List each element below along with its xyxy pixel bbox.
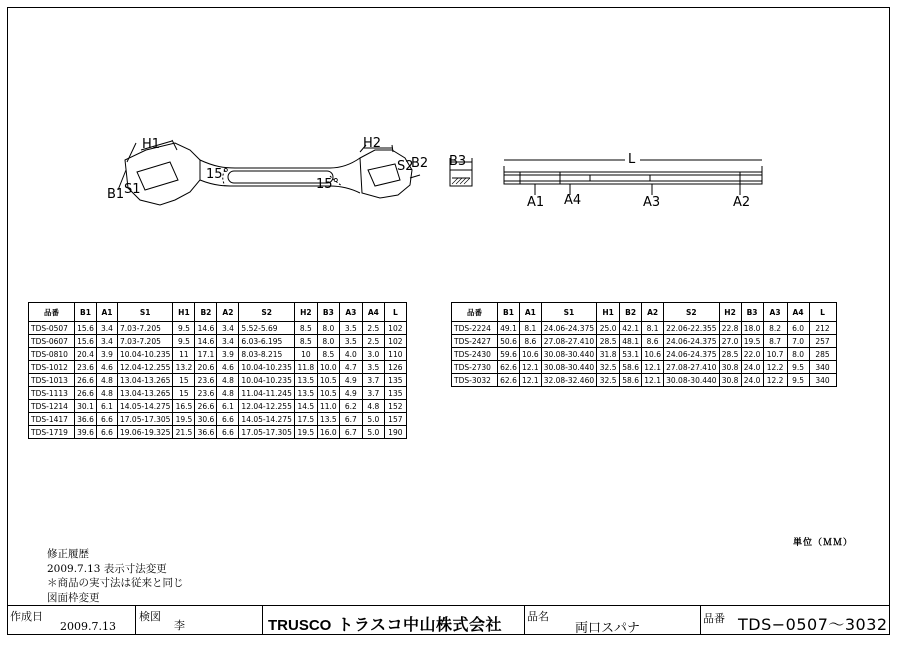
table-cell: 24.06-24.375 [541,322,596,335]
table-cell: TDS-2430 [452,348,498,361]
table-header-row [452,303,837,322]
table-cell: 8.03-8.215 [239,348,294,361]
table-cell: 285 [809,348,836,361]
spec-table-large [451,302,837,387]
table-cell: 24.06-24.375 [664,348,719,361]
column-header: B2 [195,303,217,322]
table-cell: 8.0 [787,348,809,361]
table-cell: 12.04-12.255 [118,361,173,374]
revision-line: 2009.7.13 表示寸法変更 [47,562,167,575]
label-h1: H1 [142,137,161,152]
table-cell: 10 [294,348,317,361]
table-cell: 8.0 [317,335,339,348]
column-header: H1 [597,303,620,322]
table-cell: 15 [173,374,195,387]
table-cell: 11.0 [317,400,339,413]
table-cell: 8.7 [763,335,787,348]
table-cell: 212 [809,322,836,335]
checked-label: 検図 [139,610,161,623]
table-cell: 8.5 [294,335,317,348]
checked-value: 李 [174,619,185,632]
label-s2: S2 [397,159,414,174]
table-cell: 25.0 [597,322,620,335]
column-header: A2 [642,303,664,322]
table-cell: 7.0 [787,335,809,348]
table-cell: 4.6 [97,361,118,374]
column-header: S1 [541,303,596,322]
column-header: A3 [339,303,362,322]
table-cell: 6.7 [339,413,362,426]
table-cell: 14.05-14.275 [239,413,294,426]
table-cell: 126 [384,361,406,374]
table-cell: 102 [384,322,406,335]
table-cell: 22.06-22.355 [664,322,719,335]
table-cell: 8.6 [642,335,664,348]
table-cell: 10.6 [520,348,542,361]
column-header: A4 [362,303,384,322]
table-cell: 30.6 [195,413,217,426]
label-angle2: 15° [316,177,340,192]
table-cell: 27.0 [719,335,741,348]
table-cell: 8.2 [763,322,787,335]
column-header: A3 [763,303,787,322]
label-angle1: 15° [206,167,230,182]
table-cell: 4.9 [339,387,362,400]
column-header: H1 [173,303,195,322]
table-cell: 10.04-10.235 [118,348,173,361]
table-cell: 19.5 [173,413,195,426]
table-cell: 190 [384,426,406,439]
wrench-drawing [0,0,900,300]
column-header: B3 [741,303,763,322]
table-cell: 9.5 [173,335,195,348]
table-cell: 17.1 [195,348,217,361]
table-cell: 28.5 [597,335,620,348]
table-cell: 7.03-7.205 [118,335,173,348]
table-cell: 135 [384,374,406,387]
label-b1: B1 [107,187,125,202]
table-cell: 30.08-30.440 [541,348,596,361]
label-h2: H2 [363,136,382,151]
table-cell: 22.0 [741,348,763,361]
table-cell: 21.5 [173,426,195,439]
table-cell: 26.6 [195,400,217,413]
table-cell: 62.6 [498,374,520,387]
table-cell: 19.5 [741,335,763,348]
table-row [29,387,407,400]
label-s1: S1 [124,182,141,197]
table-cell: 6.6 [217,426,239,439]
table-cell: 2.5 [362,335,384,348]
table-cell: 30.1 [75,400,97,413]
table-cell: 58.6 [620,361,642,374]
table-cell: 49.1 [498,322,520,335]
table-row [29,374,407,387]
table-cell: 16.0 [317,426,339,439]
table-cell: 30.8 [719,361,741,374]
table-cell: 4.8 [217,387,239,400]
spec-table-small [28,302,407,439]
table-cell: 24.06-24.375 [664,335,719,348]
table-cell: 6.7 [339,426,362,439]
table-cell: 11.04-11.245 [239,387,294,400]
table-row [452,322,837,335]
table-cell: 3.5 [339,335,362,348]
table-cell: 14.5 [294,400,317,413]
table-cell: 3.4 [97,335,118,348]
table-cell: 13.5 [294,374,317,387]
table-cell: 26.6 [75,387,97,400]
table-cell: 17.05-17.305 [118,413,173,426]
table-cell: 5.52-5.69 [239,322,294,335]
table-row [29,426,407,439]
table-cell: TDS-3032 [452,374,498,387]
table-cell: 10.7 [763,348,787,361]
revision-line: ＊商品の実寸法は従来と同じ [47,577,184,589]
table-cell: 3.7 [362,374,384,387]
table-cell: 24.0 [741,361,763,374]
column-header: B1 [75,303,97,322]
table-cell: 3.9 [97,348,118,361]
column-header: A2 [217,303,239,322]
table-cell: 30.08-30.440 [664,374,719,387]
table-cell: 157 [384,413,406,426]
table-cell: TDS-1719 [29,426,75,439]
table-cell: 11.8 [294,361,317,374]
column-header: S2 [239,303,294,322]
table-cell: TDS-1113 [29,387,75,400]
table-cell: 5.0 [362,413,384,426]
table-cell: 18.0 [741,322,763,335]
created-date-label: 作成日 [10,610,43,623]
table-cell: 102 [384,335,406,348]
table-cell: 3.5 [362,361,384,374]
table-cell: 8.6 [520,335,542,348]
table-cell: TDS-1214 [29,400,75,413]
column-header: L [384,303,406,322]
part-number-label: 品番 [703,612,725,625]
table-cell: 6.1 [97,400,118,413]
table-row [29,322,407,335]
table-cell: 30.08-30.440 [541,361,596,374]
table-cell: 19.06-19.325 [118,426,173,439]
label-a4: A4 [564,193,582,208]
column-header: S1 [118,303,173,322]
table-cell: 152 [384,400,406,413]
table-row [29,400,407,413]
table-row [452,348,837,361]
table-cell: 12.2 [763,361,787,374]
table-cell: 6.1 [217,400,239,413]
table-cell: 9.5 [173,322,195,335]
unit-label: 単位（ＭＭ） [793,538,854,548]
table-cell: 4.8 [97,387,118,400]
table-cell: 23.6 [195,387,217,400]
table-row [29,335,407,348]
table-cell: 2.5 [362,322,384,335]
table-cell: TDS-1417 [29,413,75,426]
table-cell: 4.9 [339,374,362,387]
table-cell: 17.05-17.305 [239,426,294,439]
table-cell: 8.5 [294,322,317,335]
title-block-divider [700,605,701,635]
table-cell: 8.1 [642,322,664,335]
table-cell: 5.0 [362,426,384,439]
table-cell: 8.0 [317,322,339,335]
revision-title: 修正履歴 [47,548,89,560]
table-cell: 8.1 [520,322,542,335]
table-cell: 36.6 [75,413,97,426]
table-cell: 13.5 [294,387,317,400]
table-cell: 4.6 [217,361,239,374]
table-cell: 6.0 [787,322,809,335]
table-cell: 6.6 [97,426,118,439]
table-cell: 340 [809,374,836,387]
table-cell: 53.1 [620,348,642,361]
table-cell: 4.7 [339,361,362,374]
table-cell: 9.5 [787,361,809,374]
table-cell: 62.6 [498,361,520,374]
table-cell: 10.04-10.235 [239,361,294,374]
column-header: H2 [719,303,741,322]
table-cell: 13.04-13.265 [118,374,173,387]
table-cell: 14.6 [195,335,217,348]
table-cell: 20.4 [75,348,97,361]
table-cell: 58.6 [620,374,642,387]
table-cell: 14.05-14.275 [118,400,173,413]
table-cell: 31.8 [597,348,620,361]
table-cell: 10.5 [317,387,339,400]
table-cell: 36.6 [195,426,217,439]
table-cell: 4.8 [97,374,118,387]
table-cell: 3.4 [97,322,118,335]
table-cell: 32.08-32.460 [541,374,596,387]
table-cell: 4.8 [362,400,384,413]
table-cell: 6.03-6.195 [239,335,294,348]
title-block-divider [262,605,263,635]
table-cell: 42.1 [620,322,642,335]
column-header: S2 [664,303,719,322]
revision-line: 図面枠変更 [47,591,100,604]
table-cell: 32.5 [597,374,620,387]
table-cell: 15.6 [75,335,97,348]
column-header: 品番 [29,303,75,322]
table-cell: 3.0 [362,348,384,361]
table-cell: 3.7 [362,387,384,400]
brand-jp: トラスコ中山株式会社 [337,615,502,634]
table-cell: TDS-0607 [29,335,75,348]
title-block-divider [135,605,136,635]
table-cell: 12.1 [520,361,542,374]
column-header: B2 [620,303,642,322]
table-cell: 50.6 [498,335,520,348]
table-cell: 13.2 [173,361,195,374]
label-a2: A2 [733,195,751,210]
table-cell: 17.5 [294,413,317,426]
table-row [452,374,837,387]
company-name [268,612,502,635]
product-name-label: 品名 [527,610,549,623]
brand-en: TRUSCO [268,617,332,634]
table-cell: 23.6 [195,374,217,387]
table-cell: 10.5 [317,374,339,387]
table-cell: 110 [384,348,406,361]
table-cell: 39.6 [75,426,97,439]
revision-history [47,547,184,605]
table-cell: 10.04-10.235 [239,374,294,387]
table-cell: 6.2 [339,400,362,413]
table-cell: 30.8 [719,374,741,387]
column-header: A1 [520,303,542,322]
table-cell: 28.5 [719,348,741,361]
table-cell: 22.8 [719,322,741,335]
table-cell: TDS-1012 [29,361,75,374]
table-cell: 6.6 [97,413,118,426]
table-cell: 48.1 [620,335,642,348]
product-name-value: 両口スパナ [575,621,641,636]
table-cell: 3.4 [217,322,239,335]
table-cell: 135 [384,387,406,400]
table-cell: 9.5 [787,374,809,387]
column-header: 品番 [452,303,498,322]
table-cell: 11 [173,348,195,361]
table-cell: TDS-0507 [29,322,75,335]
table-cell: 3.4 [217,335,239,348]
table-cell: 7.03-7.205 [118,322,173,335]
table-cell: 257 [809,335,836,348]
column-header: H2 [294,303,317,322]
table-cell: TDS-2427 [452,335,498,348]
table-cell: 13.04-13.265 [118,387,173,400]
table-cell: 27.08-27.410 [664,361,719,374]
column-header: B3 [317,303,339,322]
part-number-value: TDS−0507〜3032 [738,615,888,634]
label-b2: B2 [411,156,429,171]
table-cell: 59.6 [498,348,520,361]
label-a3: A3 [643,195,661,210]
table-cell: 3.9 [217,348,239,361]
title-block-divider [524,605,525,635]
table-cell: 23.6 [75,361,97,374]
table-cell: 19.5 [294,426,317,439]
table-cell: 15.6 [75,322,97,335]
table-cell: 12.2 [763,374,787,387]
column-header: A4 [787,303,809,322]
table-cell: TDS-2730 [452,361,498,374]
table-cell: 24.0 [741,374,763,387]
table-cell: 3.5 [339,322,362,335]
title-block-top-line [7,605,890,606]
table-cell: 27.08-27.410 [541,335,596,348]
table-cell: 32.5 [597,361,620,374]
table-row [29,413,407,426]
table-cell: 6.6 [217,413,239,426]
table-cell: 12.1 [642,361,664,374]
column-header: A1 [97,303,118,322]
table-cell: 8.5 [317,348,339,361]
table-cell: 10.0 [317,361,339,374]
table-cell: 12.04-12.255 [239,400,294,413]
table-cell: 20.6 [195,361,217,374]
table-cell: 12.1 [642,374,664,387]
column-header: B1 [498,303,520,322]
table-cell: 16.5 [173,400,195,413]
table-cell: 14.6 [195,322,217,335]
table-cell: 15 [173,387,195,400]
table-cell: TDS-1013 [29,374,75,387]
table-cell: 10.6 [642,348,664,361]
table-cell: 13.5 [317,413,339,426]
table-cell: 26.6 [75,374,97,387]
label-b3: B3 [449,154,467,169]
table-cell: 4.0 [339,348,362,361]
label-a1: A1 [527,195,545,210]
table-row [29,348,407,361]
table-header-row [29,303,407,322]
table-row [452,335,837,348]
table-cell: 12.1 [520,374,542,387]
label-l: L [628,152,636,167]
table-cell: TDS-0810 [29,348,75,361]
column-header: L [809,303,836,322]
created-date-value: 2009.7.13 [60,620,116,633]
table-cell: 4.8 [217,374,239,387]
table-cell: TDS-2224 [452,322,498,335]
table-row [29,361,407,374]
table-row [452,361,837,374]
table-cell: 340 [809,361,836,374]
